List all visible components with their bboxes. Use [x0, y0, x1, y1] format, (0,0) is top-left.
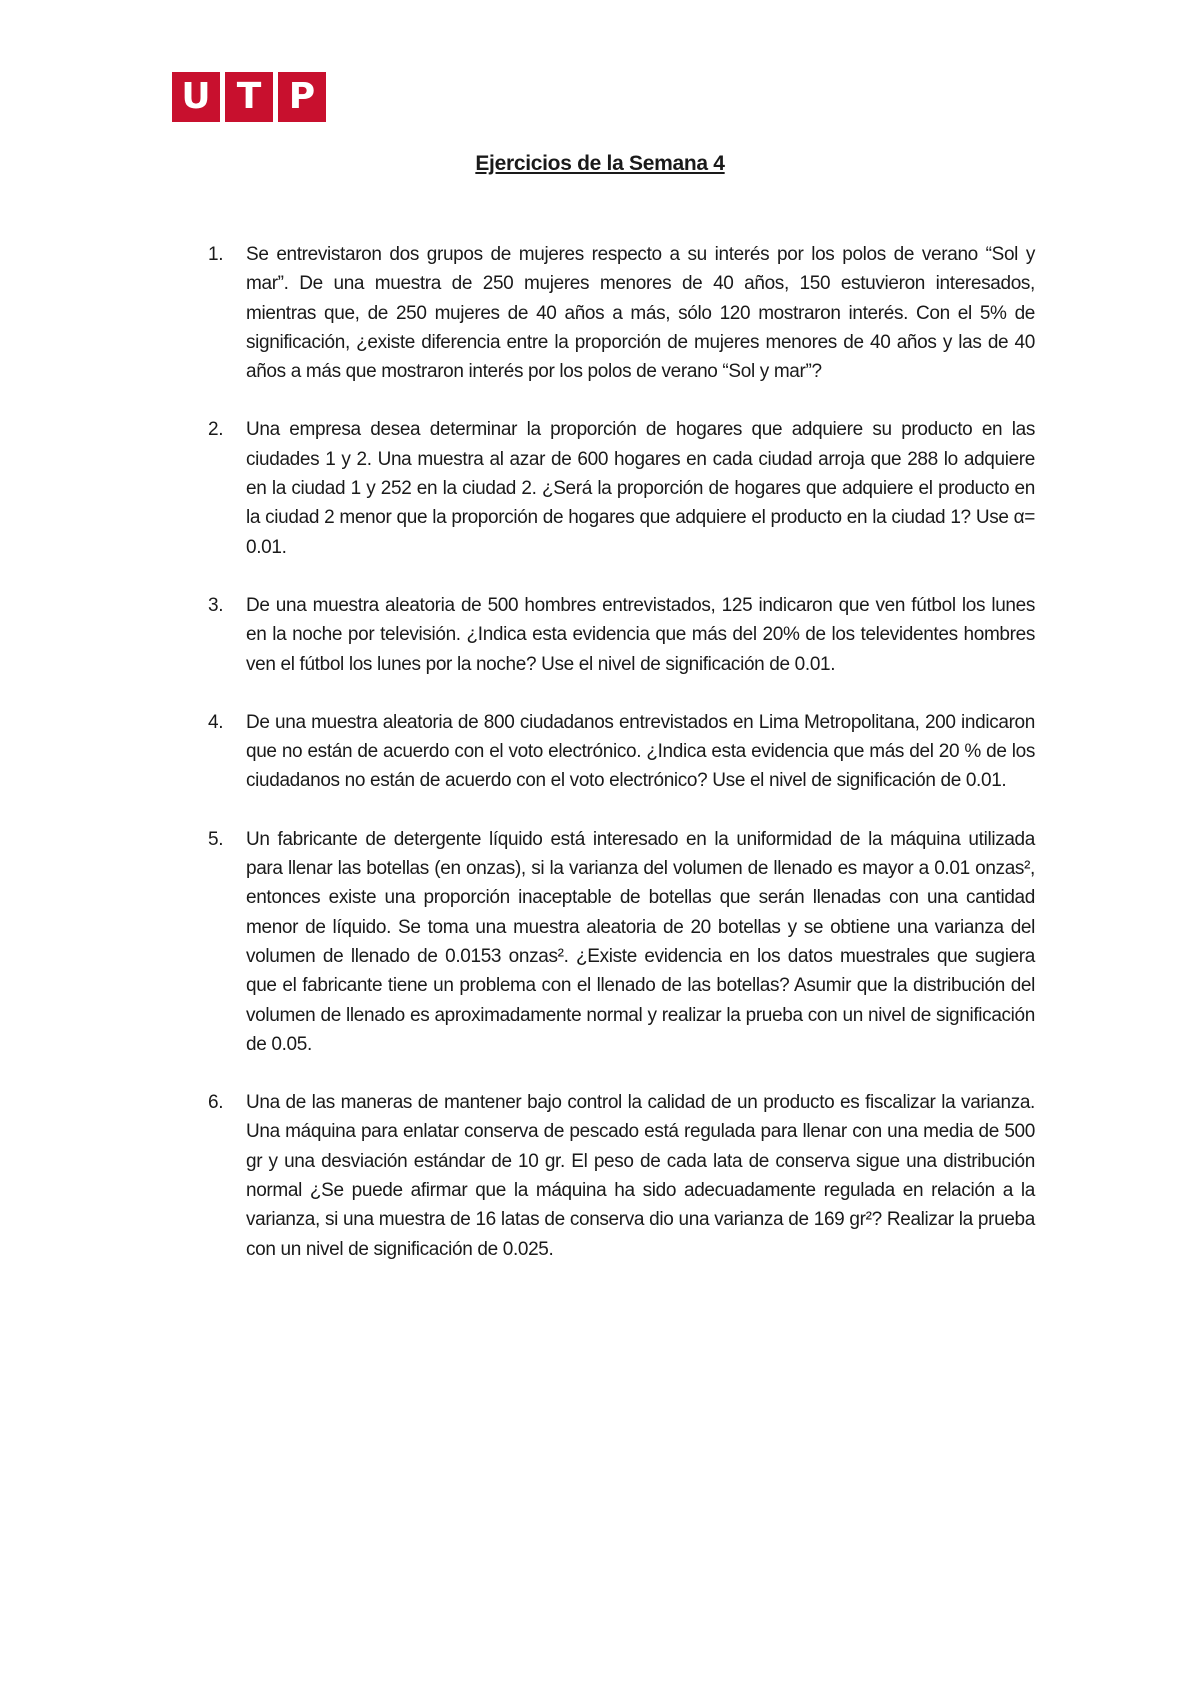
logo-letter-p: P	[278, 72, 326, 122]
exercise-text: De una muestra aleatoria de 800 ciudadanos entrevistados en Lima Metropolitana, 200 indicaron que no están de acuerdo con el voto electrónico. ¿Indica esta evidencia que más del 20 % de los ciudadanos no están de acuerdo con el voto electrónico? Use el nivel de significación de 0.01.	[246, 711, 1035, 792]
exercise-number: 5.	[208, 828, 224, 850]
logo-letter-u: U	[172, 72, 220, 122]
exercise-item	[200, 825, 1035, 1059]
exercise-number: 6.	[208, 1092, 224, 1114]
exercise-number: 2.	[208, 419, 224, 441]
exercise-text: De una muestra aleatoria de 500 hombres entrevistados, 125 indicaron que ven fútbol los lunes en la noche por televisión. ¿Indica esta evidencia que más del 20% de los televidentes hombres ven el fútbol los lunes por la noche? Use el nivel de significación de 0.01.	[246, 594, 1035, 675]
exercise-text: Un fabricante de detergente líquido está interesado en la uniformidad de la máquina utilizada para llenar las botellas (en onzas), si la varianza del volumen de llenado es mayor a 0.01 onzas², entonces existe una proporción inaceptable de botellas que serán llenadas con una cantidad menor de líquido. Se toma una muestra aleatoria de 20 botellas y se obtiene una varianza del volumen de llenado de 0.0153 onzas². ¿Existe evidencia en los datos muestrales que sugiera que el fabricante tiene un problema con el llenado de las botellas? Asumir que la distribución del volumen de llenado es aproximadamente normal y realizar la prueba con un nivel de significación de 0.05.	[246, 828, 1035, 1055]
utp-logo	[172, 72, 326, 122]
exercise-item	[200, 591, 1035, 679]
exercise-item	[200, 1088, 1035, 1264]
exercise-text: Se entrevistaron dos grupos de mujeres respecto a su interés por los polos de verano “Sol y mar”. De una muestra de 250 mujeres menores de 40 años, 150 estuvieron interesados, mientras que, de 250 mujeres de 40 años a más, sólo 120 mostraron interés. Con el 5% de significación, ¿existe diferencia entre la proporción de mujeres menores de 40 años y las de 40 años a más que mostraron interés por los polos de verano “Sol y mar”?	[246, 244, 1035, 383]
exercise-number: 4.	[208, 711, 224, 733]
exercise-number: 3.	[208, 594, 224, 616]
exercise-item	[200, 415, 1035, 561]
exercise-list	[200, 240, 1035, 1293]
exercise-number: 1.	[208, 244, 224, 265]
logo-letter-t: T	[225, 72, 273, 122]
exercise-text: Una empresa desea determinar la proporción de hogares que adquiere su producto en las ciudades 1 y 2. Una muestra al azar de 600 hogares en cada ciudad arroja que 288 lo adquiere en la ciudad 1 y 252 en la ciudad 2. ¿Será la proporción de hogares que adquiere el producto en la ciudad 2 menor que la proporción de hogares que adquiere el producto en la ciudad 1? Use α= 0.01.	[246, 419, 1035, 558]
exercise-item	[200, 708, 1035, 796]
page-title: Ejercicios de la Semana 4	[475, 152, 725, 175]
exercise-item	[200, 240, 1035, 386]
exercise-text: Una de las maneras de mantener bajo control la calidad de un producto es fiscalizar la varianza. Una máquina para enlatar conserva de pescado está regulada para llenar con una media de 500 gr y una desviación estándar de 10 gr. El peso de cada lata de conserva sigue una distribución normal ¿Se puede afirmar que la máquina ha sido adecuadamente regulada en relación a la varianza, si una muestra de 16 latas de conserva dio una varianza de 169 gr²? Realizar la prueba con un nivel de significación de 0.025.	[246, 1092, 1035, 1260]
